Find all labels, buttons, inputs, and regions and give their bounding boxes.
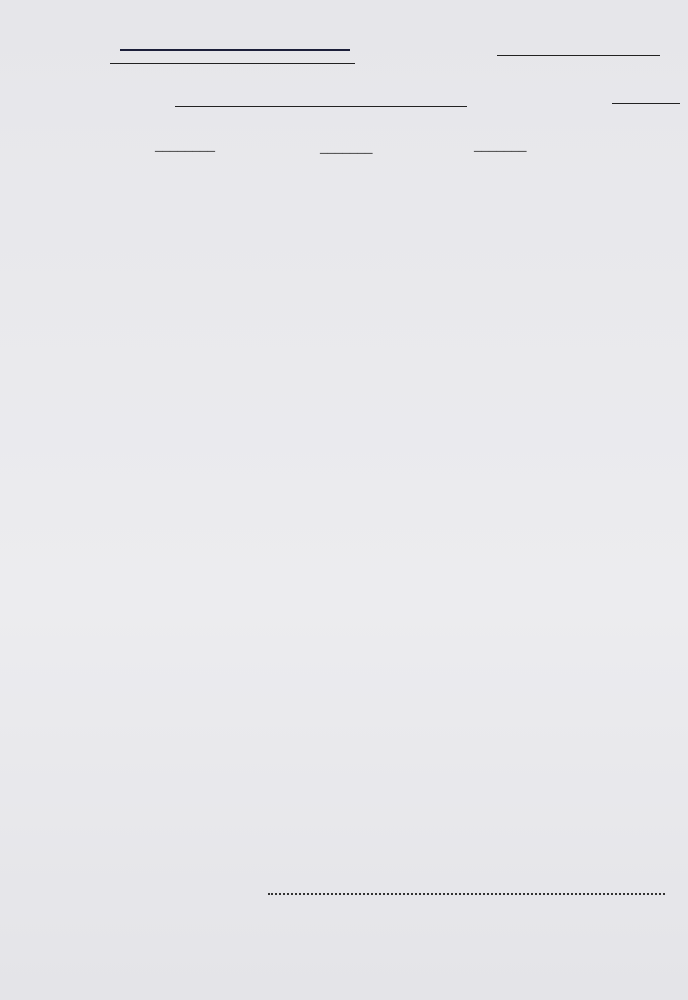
position-row-2: _______	[320, 140, 373, 156]
class-teacher-name-dotted-line	[268, 893, 665, 895]
position-row-1: ________	[155, 138, 215, 154]
position-row-3: _______	[474, 138, 527, 154]
